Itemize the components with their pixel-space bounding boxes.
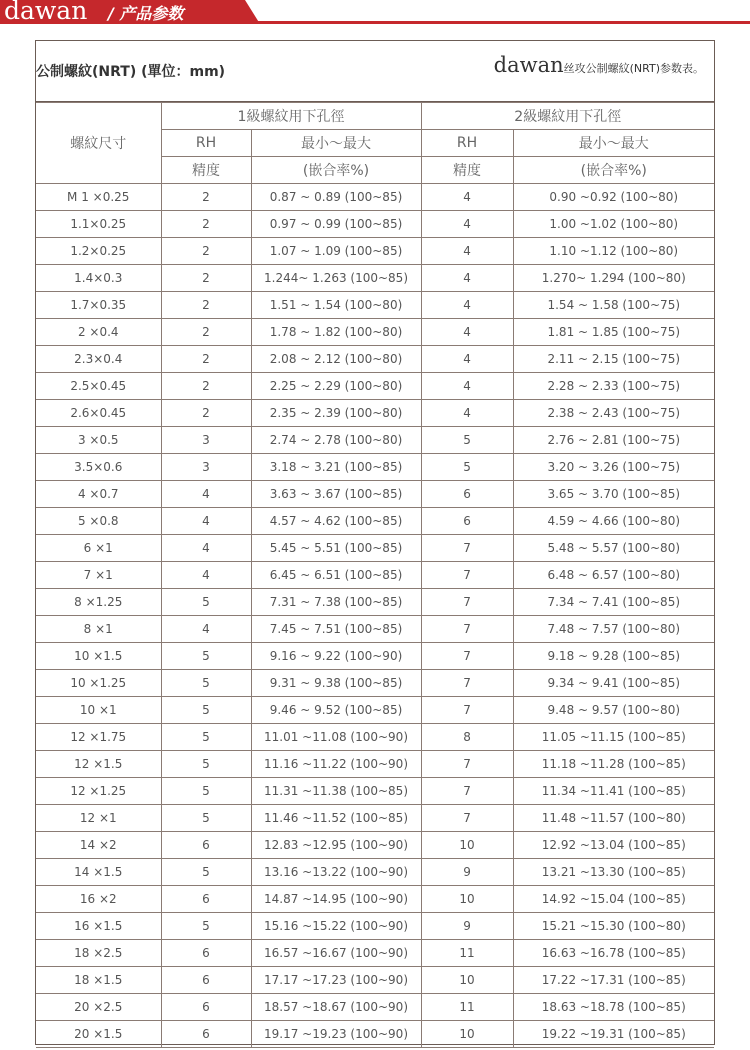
cell-rh1: 5	[161, 751, 251, 778]
table-row	[36, 616, 714, 643]
cell-rh1: 2	[161, 292, 251, 319]
caption-brand: dawan	[493, 53, 564, 77]
table-row	[36, 265, 714, 292]
cell-rh1: 2	[161, 400, 251, 427]
cell-range1: 0.97 ~ 0.99 (100~85)	[251, 211, 421, 238]
cell-rh1: 2	[161, 346, 251, 373]
cell-rh1: 3	[161, 427, 251, 454]
cell-size: 7 ×1	[36, 562, 161, 589]
cell-rh2: 4	[421, 319, 513, 346]
cell-rh2: 7	[421, 643, 513, 670]
cell-size: 6 ×1	[36, 535, 161, 562]
cell-size: 3.5×0.6	[36, 454, 161, 481]
cell-range1: 1.07 ~ 1.09 (100~85)	[251, 238, 421, 265]
cell-rh2: 9	[421, 859, 513, 886]
cell-range1: 6.45 ~ 6.51 (100~85)	[251, 562, 421, 589]
cell-range1: 1.244~ 1.263 (100~85)	[251, 265, 421, 292]
cell-rh2: 7	[421, 697, 513, 724]
header-rh: RH	[421, 130, 513, 157]
cell-rh2: 11	[421, 994, 513, 1021]
cell-rh2: 5	[421, 454, 513, 481]
cell-range1: 3.18 ~ 3.21 (100~85)	[251, 454, 421, 481]
cell-rh2: 8	[421, 724, 513, 751]
cell-range1: 14.87 ~14.95 (100~90)	[251, 886, 421, 913]
cell-rh2: 7	[421, 562, 513, 589]
cell-rh1: 2	[161, 238, 251, 265]
table-row	[36, 508, 714, 535]
cell-rh2: 11	[421, 940, 513, 967]
cell-range2: 2.76 ~ 2.81 (100~75)	[513, 427, 714, 454]
cell-rh2: 7	[421, 670, 513, 697]
cell-rh2: 6	[421, 508, 513, 535]
table-row	[36, 562, 714, 589]
caption-text: 丝攻公制螺紋(NRT)参数表。	[563, 62, 704, 75]
cell-size: 14 ×1.5	[36, 859, 161, 886]
cell-rh1: 5	[161, 589, 251, 616]
header-size: 螺紋尺寸	[36, 103, 161, 184]
cell-size: 20 ×1.5	[36, 1021, 161, 1048]
cell-rh1: 5	[161, 913, 251, 940]
cell-rh2: 9	[421, 913, 513, 940]
table-row	[36, 697, 714, 724]
cell-range2: 1.81 ~ 1.85 (100~75)	[513, 319, 714, 346]
table-caption	[494, 53, 704, 77]
cell-range2: 11.48 ~11.57 (100~80)	[513, 805, 714, 832]
cell-rh2: 7	[421, 751, 513, 778]
cell-size: 12 ×1.25	[36, 778, 161, 805]
cell-rh1: 5	[161, 724, 251, 751]
cell-range2: 3.20 ~ 3.26 (100~75)	[513, 454, 714, 481]
cell-rh1: 2	[161, 211, 251, 238]
cell-size: 2.6×0.45	[36, 400, 161, 427]
cell-rh1: 4	[161, 508, 251, 535]
cell-range1: 1.51 ~ 1.54 (100~80)	[251, 292, 421, 319]
cell-size: 1.2×0.25	[36, 238, 161, 265]
cell-range2: 9.18 ~ 9.28 (100~85)	[513, 643, 714, 670]
cell-rh1: 5	[161, 670, 251, 697]
cell-rh1: 4	[161, 535, 251, 562]
cell-range2: 9.34 ~ 9.41 (100~85)	[513, 670, 714, 697]
cell-range1: 9.46 ~ 9.52 (100~85)	[251, 697, 421, 724]
table-row	[36, 994, 714, 1021]
cell-range2: 1.00 ~1.02 (100~80)	[513, 211, 714, 238]
cell-range2: 2.28 ~ 2.33 (100~75)	[513, 373, 714, 400]
cell-rh1: 6	[161, 886, 251, 913]
cell-size: 1.7×0.35	[36, 292, 161, 319]
cell-size: 18 ×1.5	[36, 967, 161, 994]
table-row	[36, 319, 714, 346]
cell-size: 18 ×2.5	[36, 940, 161, 967]
cell-range1: 16.57 ~16.67 (100~90)	[251, 940, 421, 967]
cell-range1: 0.87 ~ 0.89 (100~85)	[251, 184, 421, 211]
cell-range2: 18.63 ~18.78 (100~85)	[513, 994, 714, 1021]
cell-size: 14 ×2	[36, 832, 161, 859]
table-row	[36, 832, 714, 859]
cell-range2: 2.38 ~ 2.43 (100~75)	[513, 400, 714, 427]
cell-rh2: 7	[421, 535, 513, 562]
table-row	[36, 859, 714, 886]
cell-size: 2 ×0.4	[36, 319, 161, 346]
cell-range1: 3.63 ~ 3.67 (100~85)	[251, 481, 421, 508]
cell-size: 5 ×0.8	[36, 508, 161, 535]
cell-range2: 9.48 ~ 9.57 (100~80)	[513, 697, 714, 724]
cell-range1: 4.57 ~ 4.62 (100~85)	[251, 508, 421, 535]
cell-rh2: 4	[421, 373, 513, 400]
cell-rh2: 4	[421, 265, 513, 292]
cell-rh1: 6	[161, 832, 251, 859]
cell-range2: 1.270~ 1.294 (100~80)	[513, 265, 714, 292]
table-row	[36, 724, 714, 751]
header-precision: 精度	[161, 157, 251, 184]
cell-rh1: 6	[161, 967, 251, 994]
cell-rh2: 10	[421, 967, 513, 994]
cell-range2: 11.34 ~11.41 (100~85)	[513, 778, 714, 805]
cell-size: M 1 ×0.25	[36, 184, 161, 211]
header-grade2: 2級螺紋用下孔徑	[421, 103, 714, 130]
cell-rh1: 4	[161, 616, 251, 643]
table-row	[36, 778, 714, 805]
cell-rh2: 10	[421, 886, 513, 913]
cell-size: 10 ×1.25	[36, 670, 161, 697]
cell-size: 2.3×0.4	[36, 346, 161, 373]
cell-range2: 13.21 ~13.30 (100~85)	[513, 859, 714, 886]
cell-size: 8 ×1.25	[36, 589, 161, 616]
cell-rh2: 7	[421, 589, 513, 616]
cell-size: 1.1×0.25	[36, 211, 161, 238]
cell-range2: 17.22 ~17.31 (100~85)	[513, 967, 714, 994]
cell-range1: 15.16 ~15.22 (100~90)	[251, 913, 421, 940]
cell-size: 12 ×1.75	[36, 724, 161, 751]
table-row	[36, 670, 714, 697]
cell-rh2: 4	[421, 292, 513, 319]
table-row	[36, 967, 714, 994]
cell-rh2: 4	[421, 346, 513, 373]
cell-size: 8 ×1	[36, 616, 161, 643]
cell-range1: 7.45 ~ 7.51 (100~85)	[251, 616, 421, 643]
cell-range1: 13.16 ~13.22 (100~90)	[251, 859, 421, 886]
cell-range2: 0.90 ~0.92 (100~80)	[513, 184, 714, 211]
cell-rh1: 5	[161, 697, 251, 724]
table-row	[36, 373, 714, 400]
cell-range2: 1.54 ~ 1.58 (100~75)	[513, 292, 714, 319]
cell-range2: 7.34 ~ 7.41 (100~85)	[513, 589, 714, 616]
table-row	[36, 427, 714, 454]
cell-range1: 2.74 ~ 2.78 (100~80)	[251, 427, 421, 454]
cell-range2: 19.22 ~19.31 (100~85)	[513, 1021, 714, 1048]
cell-rh2: 4	[421, 238, 513, 265]
header-precision: 精度	[421, 157, 513, 184]
cell-rh2: 4	[421, 211, 513, 238]
cell-rh2: 6	[421, 481, 513, 508]
cell-size: 10 ×1.5	[36, 643, 161, 670]
cell-size: 12 ×1.5	[36, 751, 161, 778]
spec-table-container	[35, 40, 715, 1045]
cell-range2: 3.65 ~ 3.70 (100~85)	[513, 481, 714, 508]
table-row	[36, 589, 714, 616]
cell-range1: 11.16 ~11.22 (100~90)	[251, 751, 421, 778]
cell-rh1: 2	[161, 319, 251, 346]
cell-rh2: 7	[421, 778, 513, 805]
cell-range2: 14.92 ~15.04 (100~85)	[513, 886, 714, 913]
cell-range1: 1.78 ~ 1.82 (100~80)	[251, 319, 421, 346]
cell-rh1: 2	[161, 184, 251, 211]
cell-rh1: 5	[161, 805, 251, 832]
header-rh: RH	[161, 130, 251, 157]
cell-rh2: 10	[421, 832, 513, 859]
cell-rh1: 2	[161, 373, 251, 400]
cell-range1: 2.35 ~ 2.39 (100~80)	[251, 400, 421, 427]
header-row	[36, 103, 714, 130]
cell-rh1: 5	[161, 643, 251, 670]
cell-rh2: 5	[421, 427, 513, 454]
header-range: 最小～最大	[513, 130, 714, 157]
cell-range1: 17.17 ~17.23 (100~90)	[251, 967, 421, 994]
cell-range2: 7.48 ~ 7.57 (100~80)	[513, 616, 714, 643]
cell-rh2: 10	[421, 1021, 513, 1048]
cell-range2: 12.92 ~13.04 (100~85)	[513, 832, 714, 859]
cell-range1: 7.31 ~ 7.38 (100~85)	[251, 589, 421, 616]
cell-range2: 1.10 ~1.12 (100~80)	[513, 238, 714, 265]
cell-rh1: 4	[161, 562, 251, 589]
cell-rh1: 2	[161, 265, 251, 292]
cell-size: 4 ×0.7	[36, 481, 161, 508]
table-row	[36, 940, 714, 967]
cell-range2: 6.48 ~ 6.57 (100~80)	[513, 562, 714, 589]
table-row	[36, 454, 714, 481]
cell-range1: 2.25 ~ 2.29 (100~80)	[251, 373, 421, 400]
cell-range2: 2.11 ~ 2.15 (100~75)	[513, 346, 714, 373]
spec-table	[36, 102, 714, 1048]
cell-size: 20 ×2.5	[36, 994, 161, 1021]
header-fit: (嵌合率%)	[513, 157, 714, 184]
cell-range2: 11.05 ~11.15 (100~85)	[513, 724, 714, 751]
table-row	[36, 751, 714, 778]
cell-rh2: 7	[421, 805, 513, 832]
table-title: 公制螺紋(NRT) (單位：mm)	[36, 64, 226, 80]
table-row	[36, 886, 714, 913]
table-row	[36, 292, 714, 319]
cell-size: 12 ×1	[36, 805, 161, 832]
cell-range2: 4.59 ~ 4.66 (100~80)	[513, 508, 714, 535]
cell-rh1: 3	[161, 454, 251, 481]
cell-rh1: 4	[161, 481, 251, 508]
cell-range2: 11.18 ~11.28 (100~85)	[513, 751, 714, 778]
table-row	[36, 211, 714, 238]
cell-range2: 16.63 ~16.78 (100~85)	[513, 940, 714, 967]
table-row	[36, 481, 714, 508]
cell-range1: 11.01 ~11.08 (100~90)	[251, 724, 421, 751]
table-row	[36, 400, 714, 427]
cell-range1: 5.45 ~ 5.51 (100~85)	[251, 535, 421, 562]
table-row	[36, 805, 714, 832]
cell-rh1: 5	[161, 778, 251, 805]
cell-rh1: 6	[161, 994, 251, 1021]
cell-range1: 9.31 ~ 9.38 (100~85)	[251, 670, 421, 697]
table-row	[36, 238, 714, 265]
section-title: / 产品参数	[108, 4, 184, 23]
cell-rh2: 4	[421, 400, 513, 427]
cell-rh2: 4	[421, 184, 513, 211]
cell-range1: 12.83 ~12.95 (100~90)	[251, 832, 421, 859]
cell-range1: 2.08 ~ 2.12 (100~80)	[251, 346, 421, 373]
cell-range2: 5.48 ~ 5.57 (100~80)	[513, 535, 714, 562]
cell-size: 2.5×0.45	[36, 373, 161, 400]
table-row	[36, 346, 714, 373]
cell-rh1: 6	[161, 940, 251, 967]
table-row	[36, 913, 714, 940]
header-range: 最小～最大	[251, 130, 421, 157]
table-row	[36, 535, 714, 562]
table-row	[36, 184, 714, 211]
cell-rh1: 6	[161, 1021, 251, 1048]
table-row	[36, 1021, 714, 1048]
cell-rh1: 5	[161, 859, 251, 886]
table-title-row	[36, 41, 714, 102]
cell-range1: 11.46 ~11.52 (100~85)	[251, 805, 421, 832]
cell-range2: 15.21 ~15.30 (100~80)	[513, 913, 714, 940]
cell-range1: 9.16 ~ 9.22 (100~90)	[251, 643, 421, 670]
cell-size: 16 ×2	[36, 886, 161, 913]
table-row	[36, 643, 714, 670]
cell-size: 1.4×0.3	[36, 265, 161, 292]
cell-size: 16 ×1.5	[36, 913, 161, 940]
cell-range1: 11.31 ~11.38 (100~85)	[251, 778, 421, 805]
cell-range1: 18.57 ~18.67 (100~90)	[251, 994, 421, 1021]
cell-range1: 19.17 ~19.23 (100~90)	[251, 1021, 421, 1048]
cell-rh2: 7	[421, 616, 513, 643]
header-grade1: 1級螺紋用下孔徑	[161, 103, 421, 130]
header-fit: (嵌合率%)	[251, 157, 421, 184]
cell-size: 3 ×0.5	[36, 427, 161, 454]
brand-logo: dawan	[4, 0, 88, 25]
cell-size: 10 ×1	[36, 697, 161, 724]
